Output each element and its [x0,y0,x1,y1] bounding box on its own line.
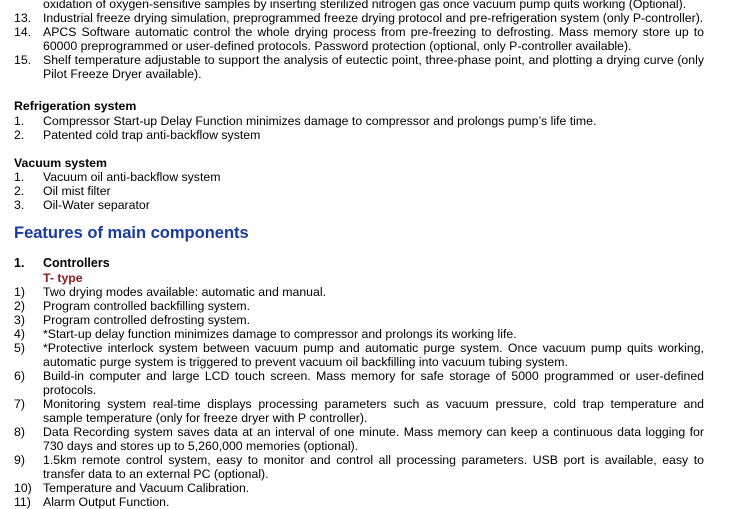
item-number: 15. [14,53,32,67]
list-item [14,397,704,425]
item-text: Shelf temperature adjustable to support the analysis of eutectic point, three-phase point, and plotting a drying curve (only Pilot Freeze Dryer available). [43,53,704,81]
list-item [14,0,704,11]
item-number: 6) [14,369,25,383]
list-item [14,114,704,128]
list-item [14,11,704,25]
item-text: Alarm Output Function. [43,495,170,509]
item-text: 1.5km remote control system, easy to monitor and control all processing parameters. USB port is available, easy to transfer data to an external PC (optional). [43,453,704,481]
item-number: 1) [14,285,25,299]
item-number: 1. [14,170,25,184]
item-text: Oil mist filter [43,184,111,198]
item-number: 2. [14,128,25,142]
item-text: *Protective interlock system between vacuum pump and automatic purge system. Once vacuum pump quits working, automatic purge system is triggered to prevent vacuum oil backfilling into vacuum tubing system. [43,341,704,369]
item-number: 8) [14,425,25,439]
item-number: 13. [14,11,32,25]
list-item [14,453,704,481]
list-item [14,481,704,495]
vacuum-heading: Vacuum system [14,156,107,170]
item-text: Vacuum oil anti-backflow system [43,170,221,184]
item-number: 3. [14,198,25,212]
item-text: Two drying modes available: automatic and manual. [43,285,326,299]
section-title: Features of main components [14,224,249,242]
list-item [14,327,704,341]
item-text: Data Recording system saves data at an interval of one minute. Mass memory can keep a continuous data logging for 730 days and stores up to 5,260,000 memories (optional). [43,425,704,453]
list-item [14,299,704,313]
top-list [14,0,704,81]
item-text: APCS Software automatic control the whole drying process from pre-freezing to defrosting. Mass memory store up to 60000 preprogrammed or user-defined protocols. Password protection (optional, only P-controller available). [43,25,704,53]
list-item [14,128,704,142]
item-text: Temperature and Vacuum Calibration. [43,481,250,495]
item-text: Program controlled defrosting system. [43,313,251,327]
item-number: 4) [14,327,25,341]
item-number: 2) [14,299,25,313]
item-text: Program controlled backfilling system. [43,299,251,313]
item-text: Patented cold trap anti-backflow system [43,128,261,142]
controller-features-list [14,285,704,509]
refrigeration-heading: Refrigeration system [14,99,137,113]
list-item [14,198,704,212]
item-number: 11) [14,495,31,509]
item-number: 7) [14,397,25,411]
item-text: Monitoring system real-time displays processing parameters such as vacuum pressure, cold trap temperature and sample temperature (only for freeze dryer with P controller). [43,397,704,425]
list-item [14,313,704,327]
item-number: 3) [14,313,25,327]
item-number: 5) [14,341,25,355]
item-text: Oil-Water separator [43,198,150,212]
type-label: T- type [43,271,83,285]
item-number [14,0,43,11]
list-item [14,53,704,81]
refrigeration-list [14,114,704,142]
item-number: 2. [14,184,25,198]
item-text: *Start-up delay function minimizes damage to compressor and prolongs its working life. [43,327,517,341]
list-item [14,369,704,397]
item-text: Build-in computer and large LCD touch screen. Mass memory for safe storage of 5000 programmed or user-defined protocols. [43,369,704,397]
subsection-number: 1. [14,256,25,270]
subsection-label: Controllers [43,256,110,270]
list-item [14,341,704,369]
item-number: 9) [14,453,25,467]
item-text: Compressor Start-up Delay Function minimizes damage to compressor and prolongs pump’s life time. [43,114,597,128]
subsection-title [14,256,110,270]
list-item [14,425,704,453]
item-number: 14. [14,25,32,39]
vacuum-list [14,170,704,212]
list-item [14,25,704,53]
item-number: 1. [14,114,25,128]
list-item [14,285,704,299]
item-text: Industrial freeze drying simulation, preprogrammed freeze drying protocol and pre-refrigeration system (only P-controller). [43,11,704,25]
list-item [14,184,704,198]
item-text: oxidation of oxygen-sensitive samples by inserting sterilized nitrogen gas once vacuum pump quits working (Optional). [43,0,687,11]
list-item [14,495,704,509]
list-item [14,170,704,184]
item-number: 10) [14,481,32,495]
